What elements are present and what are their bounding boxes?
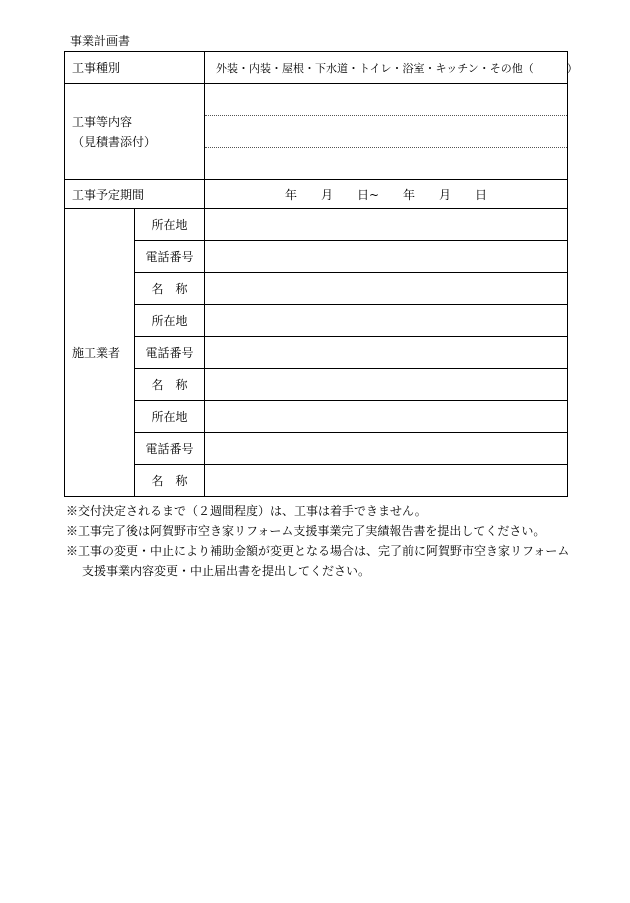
work-content-line[interactable] [205, 148, 567, 179]
phone-field[interactable] [205, 433, 568, 465]
phone-label: 電話番号 [135, 433, 205, 465]
work-content-label-line1: 工事等内容 [72, 114, 133, 129]
contractor-address-row [65, 401, 568, 433]
note-line: ※工事完了後は阿賀野市空き家リフォーム支援事業完了実績報告書を提出してください。 [66, 524, 546, 538]
period-field[interactable]: 年 月 日~ 年 月 日 [205, 180, 568, 209]
contractor-address-row [65, 209, 568, 241]
name-label: 名 称 [135, 465, 205, 497]
work-type-label: 工事種別 [65, 52, 205, 84]
note-line: ※工事の変更・中止により補助金額が変更となる場合は、完了前に阿賀野市空き家リフォーム [66, 544, 570, 558]
address-label: 所在地 [135, 401, 205, 433]
contractor-phone-row [65, 337, 568, 369]
phone-field[interactable] [205, 241, 568, 273]
work-content-field[interactable] [205, 84, 568, 180]
address-label: 所在地 [135, 305, 205, 337]
contractor-label: 施工業者 [65, 209, 135, 497]
phone-label: 電話番号 [135, 337, 205, 369]
name-label: 名 称 [135, 273, 205, 305]
note-line: ※交付決定されるまで（２週間程度）は、工事は着手できません。 [66, 504, 427, 518]
work-content-label-line2: （見積書添付） [72, 134, 157, 149]
work-content-row [65, 84, 568, 180]
work-type-row [65, 52, 568, 84]
contractor-name-row [65, 465, 568, 497]
name-field[interactable] [205, 273, 568, 305]
work-content-line[interactable] [205, 116, 567, 148]
contractor-name-row [65, 369, 568, 401]
phone-field[interactable] [205, 337, 568, 369]
address-field[interactable] [205, 209, 568, 241]
work-content-line[interactable] [205, 84, 567, 116]
contractor-name-row [65, 273, 568, 305]
contractor-phone-row [65, 433, 568, 465]
name-field[interactable] [205, 369, 568, 401]
period-label: 工事予定期間 [65, 180, 205, 209]
work-content-label [65, 84, 205, 180]
address-field[interactable] [205, 401, 568, 433]
notes [66, 501, 586, 581]
name-label: 名 称 [135, 369, 205, 401]
address-field[interactable] [205, 305, 568, 337]
name-field[interactable] [205, 465, 568, 497]
plan-form-table [64, 51, 578, 497]
phone-label: 電話番号 [135, 241, 205, 273]
contractor-address-row [65, 305, 568, 337]
note-line: 支援事業内容変更・中止届出書を提出してください。 [82, 564, 371, 578]
address-label: 所在地 [135, 209, 205, 241]
period-row [65, 180, 568, 209]
contractor-phone-row [65, 241, 568, 273]
work-type-options[interactable]: 外装・内装・屋根・下水道・トイレ・浴室・キッチン・その他（ ） [205, 52, 568, 84]
document-title: 事業計画書 [70, 34, 131, 48]
